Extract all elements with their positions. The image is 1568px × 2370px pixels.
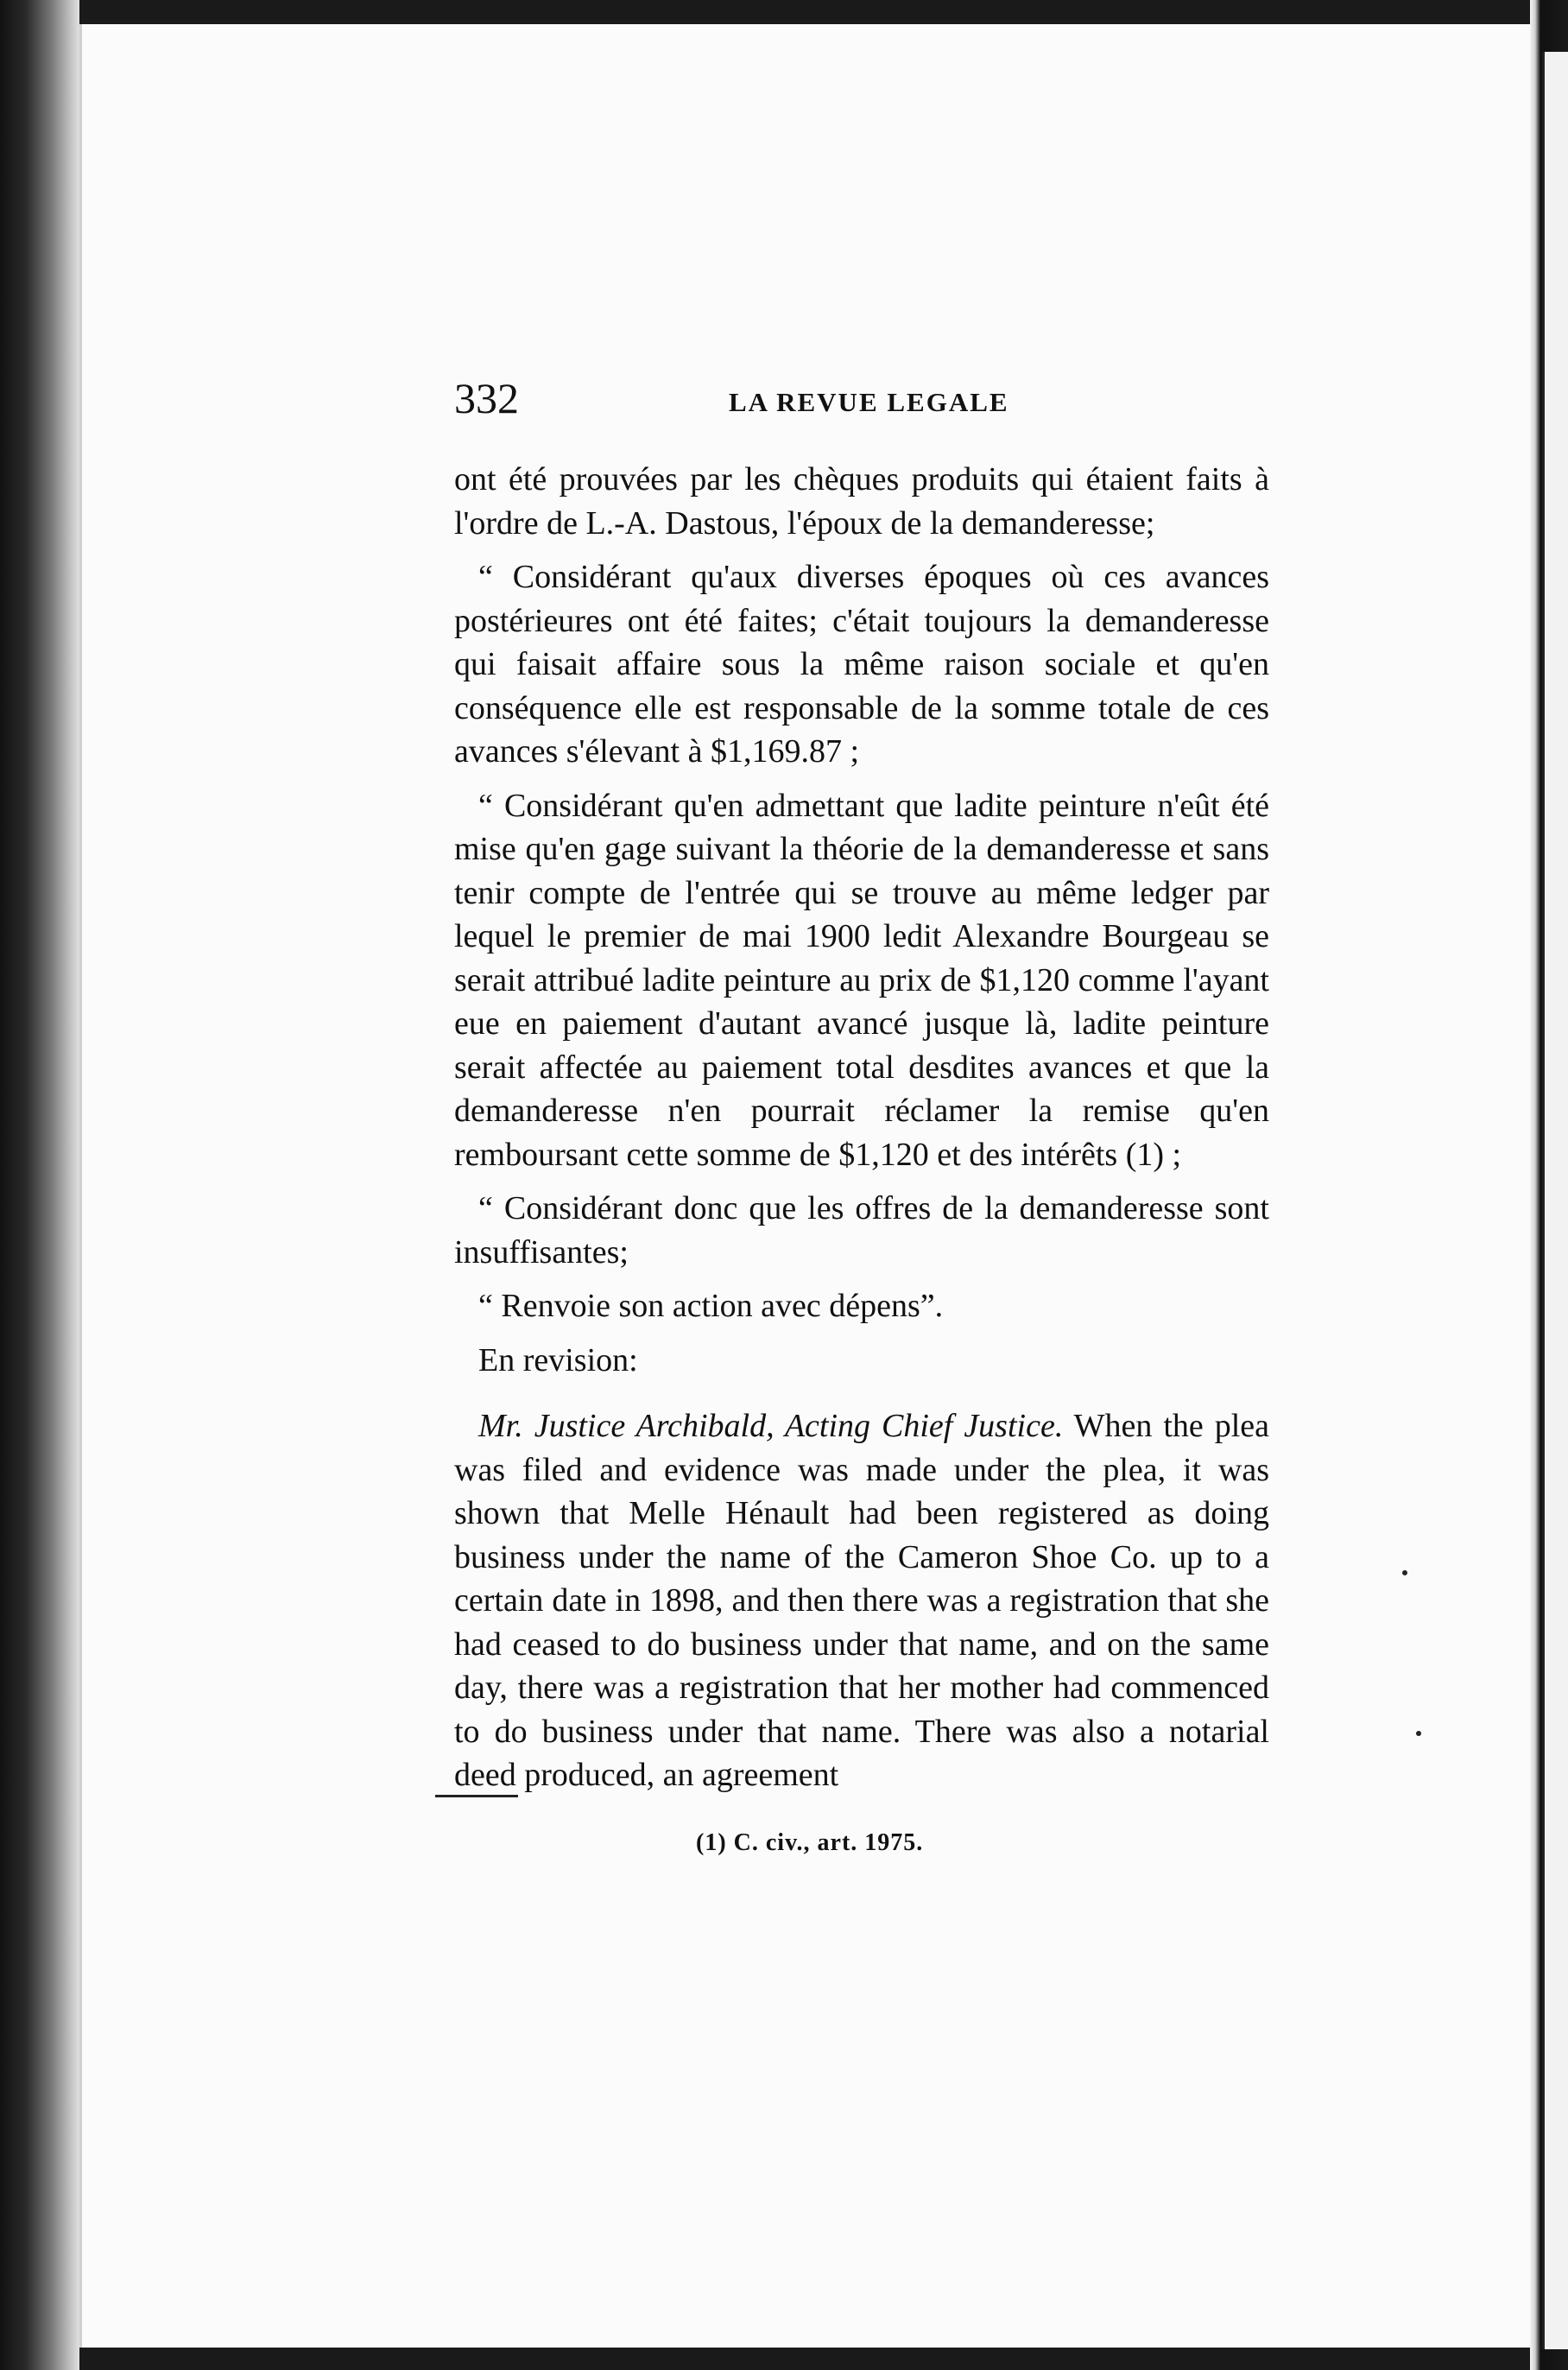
- page-header: [454, 373, 1266, 425]
- paragraph: “ Considérant donc que les offres de la demanderesse sont insuffisantes;: [454, 1190, 1269, 1271]
- page-body: [454, 458, 1269, 1808]
- running-head: LA REVUE LEGALE: [729, 387, 1009, 417]
- scan-speck: [1416, 1731, 1421, 1736]
- paragraph: ont été prouvées par les chèques produits qui étaient faits à l'ordre de L.-A. Dastous, l'époux de la demanderesse;: [454, 461, 1269, 542]
- section-heading: En revision:: [478, 1341, 638, 1378]
- judge-name: Mr. Justice Archibald, Acting Chief Justice.: [478, 1408, 1064, 1444]
- next-page-edge: [1542, 52, 1568, 2349]
- scan-speck: [1402, 1570, 1407, 1575]
- book-gutter-left: [0, 0, 79, 2370]
- paragraph-text: When the plea was filed and evidence was made under the plea, it was shown that Melle Hénault had been registered as doing business under the name of the Cameron Shoe Co. up to a certain date in 1898, and then there was a registration that she had ceased to do business under that name, and on the same day, there was a registration that her mother had commenced to do business under that name. There was also a notarial deed produced, an agreement: [454, 1408, 1270, 1793]
- page-number: 332: [454, 374, 519, 422]
- footnote-rule: [435, 1795, 518, 1797]
- paragraph: “ Considérant qu'en admettant que ladite peinture n'eût été mise qu'en gage suivant la théorie de la demanderesse et sans tenir compte de l'entrée qui se trouve au même ledger par lequel le premier de mai 1900 ledit Alexandre Bourgeau se serait attribué ladite peinture au prix de $1,120 comme l'ayant eue en paiement d'autant avancé jusque là, ladite peinture serait affectée au paiement total desdites avances et que la demanderesse n'en pourrait réclamer la remise qu'en remboursant cette somme de $1,120 et des intérêts (1) ;: [454, 787, 1269, 1173]
- paragraph: “ Renvoie son action avec dépens”.: [478, 1288, 944, 1324]
- paragraph: [454, 1404, 1269, 1797]
- footnote: (1) C. civ., art. 1975.: [696, 1829, 924, 1856]
- paragraph: “ Considérant qu'aux diverses époques où ces avances postérieures ont été faites; c'était toujours la demanderesse qui faisait affaire sous la même raison sociale et qu'en conséquence elle est responsable de la somme totale de ces avances s'élevant à $1,169.87 ;: [454, 559, 1269, 770]
